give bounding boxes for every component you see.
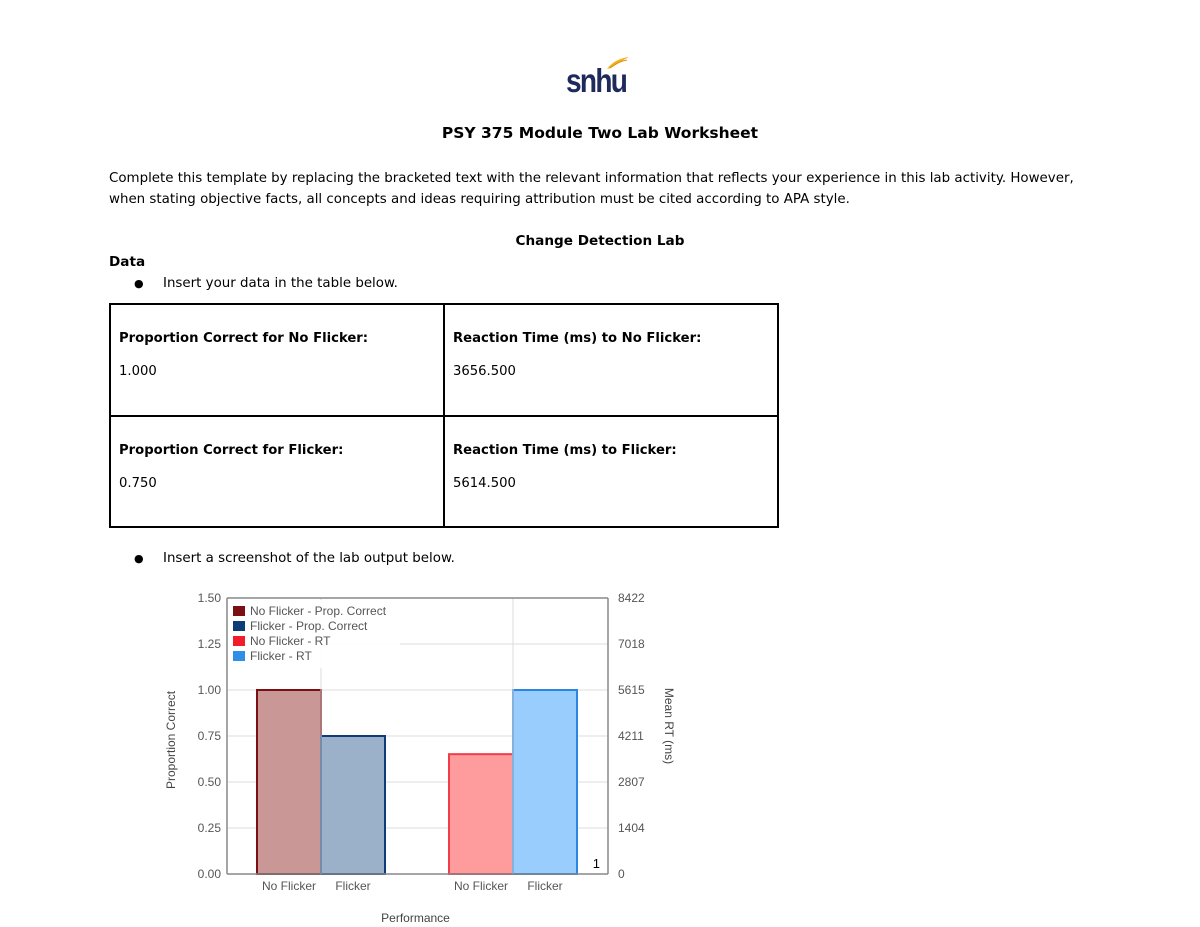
lab-title [0,233,1200,249]
section-heading-data: Data [109,254,146,270]
cell-value: 3656.500 [453,364,516,379]
legend-swatch [233,651,245,661]
right-tick-label: 1404 [618,821,645,835]
cell-value: 5614.500 [453,475,516,491]
bullet-text: Insert a screenshot of the lab output below. [163,551,455,566]
left-tick-label: 1.00 [197,683,221,697]
document-title: PSY 375 Module Two Lab Worksheet [441,124,759,142]
cell-label: Reaction Time (ms) to Flicker: [453,442,677,458]
bar [257,690,321,874]
right-tick-label: 7018 [618,637,645,651]
left-tick-label: 1.50 [197,591,221,605]
bullet-dot: ● [134,552,144,565]
cell-value: 1.000 [119,364,157,379]
x-axis-title: Performance [381,911,450,925]
bar [321,736,385,874]
left-tick-label: 0.50 [197,775,221,789]
category-label: Flicker [527,879,563,893]
legend-label: Flicker - RT [250,649,312,663]
legend-label: Flicker - Prop. Correct [250,619,368,633]
cell-label: Proportion Correct for No Flicker: [119,331,369,346]
right-axis-title: Mean RT (ms) [662,687,676,765]
left-tick-label: 0.25 [197,821,221,835]
bullet-dot: ● [134,277,144,290]
table-cell-rt-flicker[interactable] [444,416,778,528]
bullet-screenshot-instruction [134,551,455,566]
legend-label: No Flicker - RT [250,634,331,648]
left-axis-title: Proportion Correct [164,690,178,790]
bar [449,754,513,874]
category-label: No Flicker [261,879,317,893]
cell-label: Proportion Correct for Flicker: [119,442,344,458]
bullet-table-instruction [134,276,398,291]
right-tick-label: 5615 [618,683,645,697]
table-row [110,304,778,416]
lab-output-chart [150,586,690,926]
right-tick-label: 0 [618,867,625,881]
legend-label: No Flicker - Prop. Correct [250,604,387,618]
left-tick-label: 0.00 [197,867,221,881]
legend-swatch [233,606,245,616]
lab-title-text: Change Detection Lab [515,233,685,249]
table-cell-pc-flicker[interactable] [110,416,444,528]
legend-swatch [233,636,245,646]
page-number: 1 [592,856,600,871]
legend-swatch [233,621,245,631]
snhu-logo [566,56,632,102]
category-label: Flicker [335,879,371,893]
left-tick-label: 1.25 [197,637,221,651]
logo-text: snhu [566,62,627,99]
table-cell-pc-no-flicker[interactable] [110,304,444,416]
data-table [109,303,779,528]
cell-value: 0.750 [119,475,157,491]
bar [513,690,577,874]
left-tick-label: 0.75 [197,729,221,743]
table-row [110,416,778,528]
table-cell-rt-no-flicker[interactable] [444,304,778,416]
right-tick-label: 8422 [618,591,645,605]
bullet-text: Insert your data in the table below. [163,276,398,291]
category-label: No Flicker [453,879,509,893]
right-tick-label: 2807 [618,775,645,789]
cell-label: Reaction Time (ms) to No Flicker: [453,331,702,346]
intro-paragraph: Complete this template by replacing the bracketed text with the relevant information that reflects your experience in this lab activity. However, when stating objective facts, all concepts and ideas requiring attribution must be cited according to APA style. [109,171,1074,207]
right-tick-label: 4211 [618,729,644,743]
